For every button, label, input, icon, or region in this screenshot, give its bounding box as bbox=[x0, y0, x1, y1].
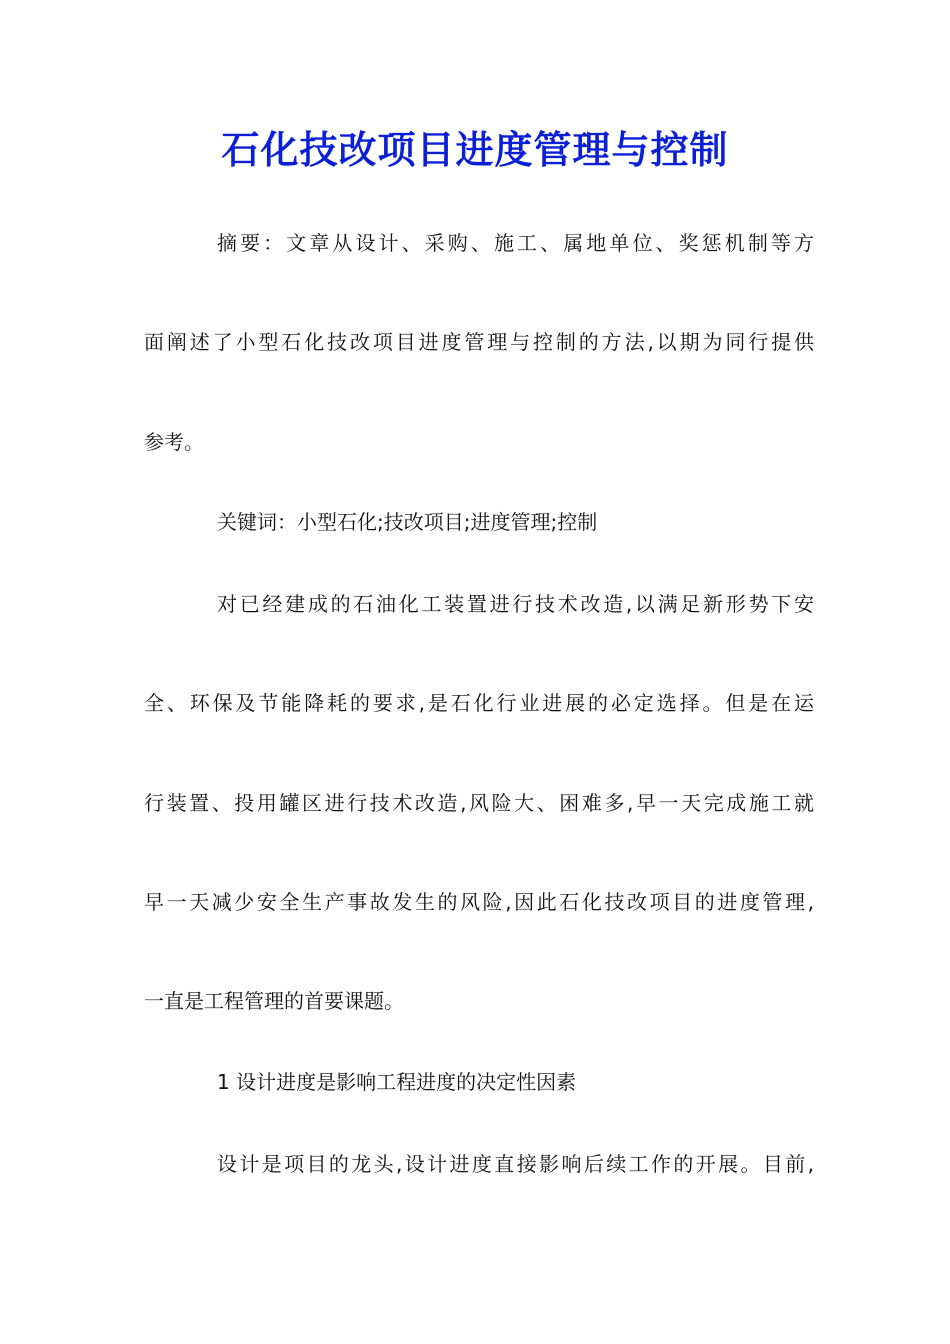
document-title: 石化技改项目进度管理与控制 bbox=[221, 127, 729, 172]
body-line-4: 早一天减少安全生产事故发生的风险,因此石化技改项目的进度管理, bbox=[144, 890, 814, 914]
section-heading-1: 1 设计进度是影响工程进度的决定性因素 bbox=[217, 1070, 577, 1094]
abstract-line-3: 参考。 bbox=[144, 430, 204, 454]
body-line-5: 一直是工程管理的首要课题。 bbox=[144, 989, 404, 1013]
body-line-1: 对已经建成的石油化工装置进行技术改造,以满足新形势下安 bbox=[217, 592, 814, 616]
keywords-line: 关键词：小型石化;技改项目;进度管理;控制 bbox=[217, 510, 598, 534]
body-line-3: 行装置、投用罐区进行技术改造,风险大、困难多,早一天完成施工就 bbox=[144, 791, 814, 815]
body-line-2: 全、环保及节能降耗的要求,是石化行业进展的必定选择。但是在运 bbox=[144, 691, 814, 715]
section-body-line-1: 设计是项目的龙头,设计进度直接影响后续工作的开展。目前, bbox=[217, 1152, 814, 1176]
abstract-line-2: 面阐述了小型石化技改项目进度管理与控制的方法,以期为同行提供 bbox=[144, 330, 814, 354]
abstract-line-1: 摘要：文章从设计、采购、施工、属地单位、奖惩机制等方 bbox=[217, 231, 814, 255]
